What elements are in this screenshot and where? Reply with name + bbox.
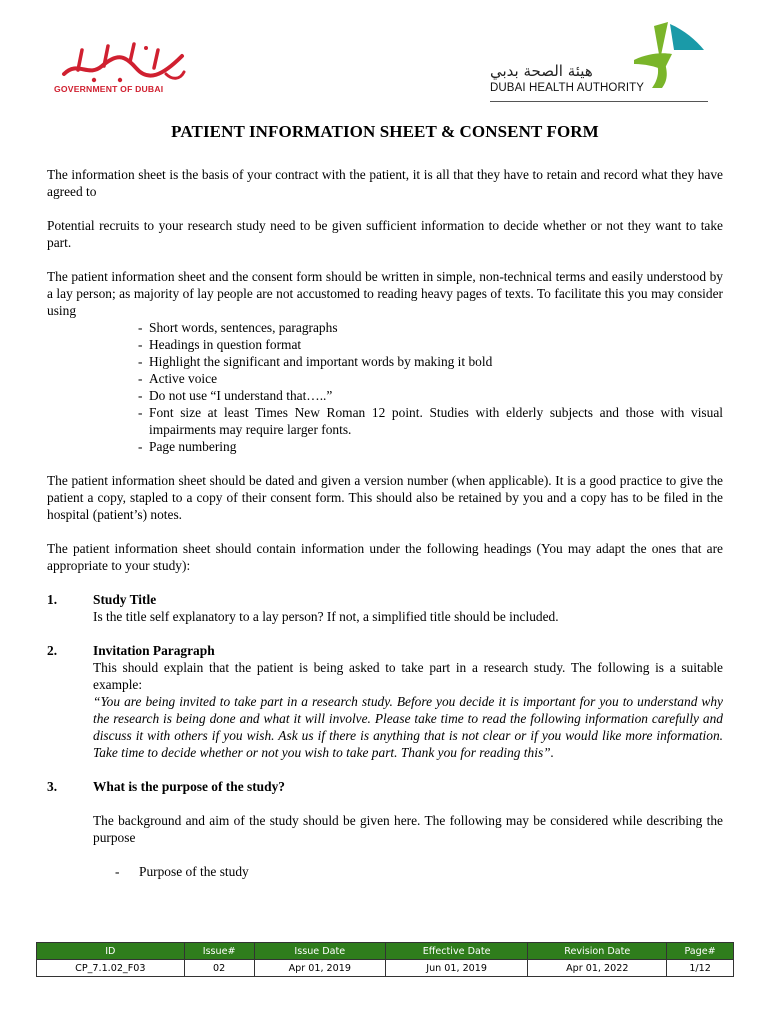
table-cell: Apr 01, 2022: [528, 960, 667, 977]
section-heading: What is the purpose of the study?: [93, 779, 285, 794]
dha-label: DUBAI HEALTH AUTHORITY: [490, 82, 645, 94]
table-header-cell: Effective Date: [385, 943, 527, 960]
section-text: Is the title self explanatory to a lay person? If not, a simplified title should be included.: [93, 609, 559, 624]
section-study-title: [47, 591, 723, 625]
table-header-cell: Issue Date: [254, 943, 385, 960]
table-header-cell: Page#: [667, 943, 734, 960]
section-number: 3.: [47, 779, 58, 794]
table-header-row: [37, 943, 734, 960]
intro-paragraph: Potential recruits to your research study need to be given sufficient information to decide whether or not they want to take part.: [47, 218, 723, 250]
section-number: 2.: [47, 643, 58, 658]
table-row: [37, 960, 734, 977]
list-item: - Short words, sentences, paragraphs: [138, 320, 338, 335]
page-title: PATIENT INFORMATION SHEET & CONSENT FORM: [171, 122, 599, 141]
table-cell: Jun 01, 2019: [385, 960, 527, 977]
list-item: - Active voice: [138, 371, 218, 386]
guidance-list: [47, 319, 723, 455]
section-text: This should explain that the patient is being asked to take part in a research study. The following is a suitable example:: [93, 660, 723, 692]
dha-arabic-name: هيئة الصحة بدبي: [490, 62, 593, 80]
table-header-cell: ID: [37, 943, 185, 960]
dated-paragraph: The patient information sheet should be dated and given a version number (when applicable). It is a good practice to give the patient a copy, stapled to a copy of their consent form. This should also be retained by you and a copy has to be filed in the hospital (patient’s) notes.: [47, 473, 723, 522]
table-cell: 1/12: [667, 960, 734, 977]
gov-arabic-calligraphy-icon: [58, 40, 188, 84]
table-cell: 02: [184, 960, 254, 977]
list-item: - Do not use “I understand that…..”: [138, 388, 333, 403]
section-number: 1.: [47, 592, 58, 607]
table-header-cell: Revision Date: [528, 943, 667, 960]
list-item: - Page numbering: [138, 439, 237, 454]
list-item: - Font size at least Times New Roman 12 point. Studies with elderly subjects and those with visual impairments may require larger fonts.: [138, 405, 723, 437]
table-cell: Apr 01, 2019: [254, 960, 385, 977]
gov-label: GOVERNMENT OF DUBAI: [54, 84, 164, 94]
list-item: - Highlight the significant and important words by making it bold: [138, 354, 493, 369]
example-quote: “You are being invited to take part in a research study. Before you decide it is important for you to understand why the research is being done and what it will involve. Please take time to read the following information carefully and discuss it with others if you wish. Ask us if there is anything that is not clear or if you would like more information. Take time to decide whether or not you wish to take part. Thank you for reading this”.: [93, 694, 723, 760]
document-body: [47, 166, 723, 880]
table-cell: CP_7.1.02_F03: [37, 960, 185, 977]
document-control-table: [36, 942, 734, 977]
list-item: - Purpose of the study: [115, 864, 249, 879]
section-heading: Study Title: [93, 592, 157, 607]
intro-paragraph: The information sheet is the basis of your contract with the patient, it is all that they have to retain and record what they have agreed to: [47, 167, 723, 199]
section-purpose: [47, 778, 723, 880]
section-heading: Invitation Paragraph: [93, 643, 215, 658]
section-invitation-paragraph: [47, 642, 723, 761]
headings-paragraph: The patient information sheet should contain information under the following headings (You may adapt the ones that are appropriate to your study):: [47, 541, 723, 573]
header-divider: [490, 101, 708, 102]
dubai-health-authority-logo-icon: [624, 20, 708, 90]
table-header-cell: Issue#: [184, 943, 254, 960]
page-header: [0, 0, 770, 110]
intro-paragraph: The patient information sheet and the consent form should be written in simple, non-technical terms and easily understood by a lay person; as majority of lay people are not accustomed to reading heavy pages of texts. To facilitate this you may consider using: [47, 269, 723, 318]
section-text: The background and aim of the study should be given here. The following may be considered while describing the purpose: [93, 813, 723, 845]
list-item: - Headings in question format: [138, 337, 302, 352]
